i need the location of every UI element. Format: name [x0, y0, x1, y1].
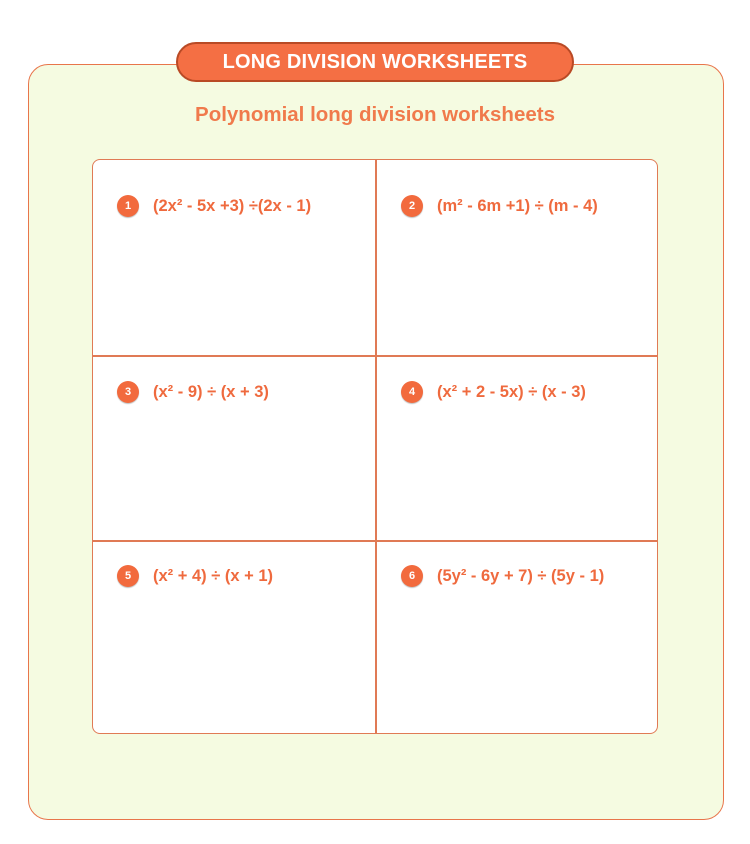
problem-grid — [92, 159, 658, 734]
grid-divider-horizontal-1 — [93, 355, 657, 357]
problem-1 — [117, 195, 311, 217]
problem-number-badge: 4 — [401, 381, 423, 403]
grid-divider-horizontal-2 — [93, 540, 657, 542]
problem-number-badge: 6 — [401, 565, 423, 587]
problem-number-badge: 1 — [117, 195, 139, 217]
problem-expression: (x² + 4) ÷ (x + 1) — [153, 566, 274, 585]
problem-number-badge: 5 — [117, 565, 139, 587]
problem-6 — [401, 565, 604, 587]
worksheet-banner-title: LONG DIVISION WORKSHEETS — [176, 42, 574, 82]
problem-2 — [401, 195, 598, 217]
problem-expression: (x² - 9) ÷ (x + 3) — [153, 382, 269, 401]
worksheet-subtitle: Polynomial long division worksheets — [195, 103, 555, 126]
problem-expression: (x² + 2 - 5x) ÷ (x - 3) — [437, 382, 586, 401]
problem-5 — [117, 565, 273, 587]
problem-expression: (m² - 6m +1) ÷ (m - 4) — [437, 196, 598, 215]
problem-number-badge: 3 — [117, 381, 139, 403]
problem-3 — [117, 381, 269, 403]
grid-divider-vertical — [375, 160, 377, 733]
problem-number-badge: 2 — [401, 195, 423, 217]
problem-expression: (5y² - 6y + 7) ÷ (5y - 1) — [437, 566, 605, 585]
problem-expression: (2x² - 5x +3) ÷(2x - 1) — [153, 196, 312, 215]
problem-4 — [401, 381, 586, 403]
